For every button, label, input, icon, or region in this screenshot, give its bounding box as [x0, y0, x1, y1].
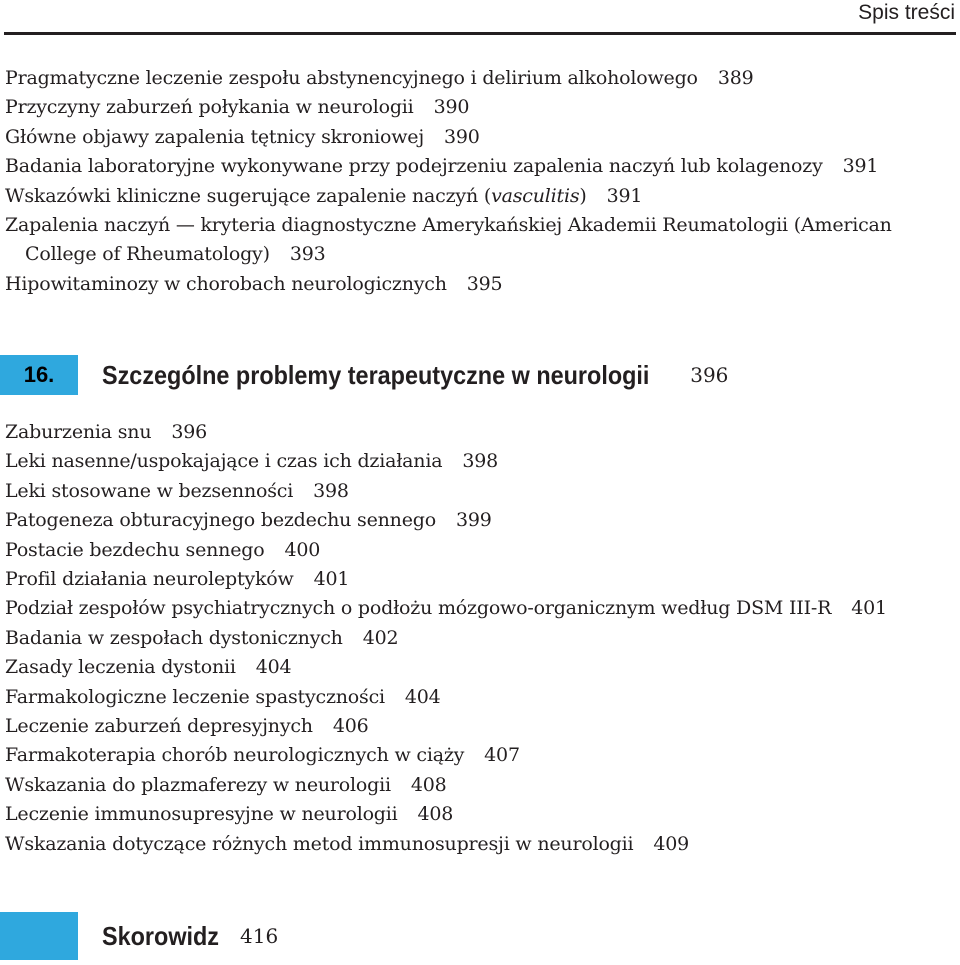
toc-entry-text: Farmakologiczne leczenie spastyczności	[5, 685, 385, 708]
index-badge	[0, 912, 78, 960]
toc-entry-page: 406	[332, 715, 369, 738]
toc-entry[interactable]	[5, 93, 945, 122]
toc-entry-page: 393	[289, 243, 326, 266]
toc-entry-text: )	[579, 184, 587, 207]
page-header-title: Spis treści	[858, 1, 955, 24]
index-heading[interactable]	[0, 912, 278, 960]
index-title: Skorowidz	[102, 920, 220, 951]
toc-entry[interactable]	[5, 741, 887, 770]
toc-entry-text: Leki nasenne/uspokajające i czas ich działania	[5, 450, 443, 473]
toc-entry[interactable]	[5, 771, 887, 800]
toc-entry-page: 408	[410, 773, 447, 796]
toc-entry[interactable]	[5, 565, 887, 594]
toc-entry[interactable]	[5, 418, 887, 447]
index-page: 416	[240, 924, 279, 948]
toc-entry-page: 389	[717, 67, 754, 89]
toc-entry[interactable]	[5, 536, 887, 565]
toc-entry-page: 390	[433, 96, 470, 119]
toc-entry[interactable]	[5, 477, 887, 506]
chapter-title: Szczególne problemy terapeutyczne w neurologii	[102, 359, 650, 390]
toc-entry[interactable]	[5, 211, 945, 270]
toc-entry-page: 401	[313, 568, 350, 591]
toc-entry[interactable]	[5, 594, 887, 623]
toc-entry-page: 402	[362, 626, 399, 649]
toc-entry-page: 396	[171, 421, 208, 443]
toc-entry-text: Patogeneza obturacyjnego bezdechu sennego	[5, 509, 436, 532]
toc-entry-page: 399	[455, 509, 492, 532]
toc-entry-text-italic: vasculitis	[491, 184, 580, 207]
toc-entry-page: 407	[484, 744, 520, 767]
toc-entries-top	[5, 64, 945, 299]
toc-entry[interactable]	[5, 800, 887, 829]
toc-entry-text: Zapalenia naczyń — kryteria diagnostyczne Amerykańskiej Akademii Reumatologii (American College of Rheumatology)	[5, 214, 892, 266]
toc-entry-text: Główne objawy zapalenia tętnicy skroniowej	[5, 125, 425, 148]
toc-entry-text: Hipowitaminozy w chorobach neurologicznych	[5, 272, 447, 295]
toc-entry[interactable]	[5, 447, 887, 476]
toc-entry[interactable]	[5, 506, 887, 535]
toc-entry-page: 398	[462, 450, 499, 473]
toc-entry[interactable]	[5, 683, 887, 712]
toc-entry-text: Podział zespołów psychiatrycznych o podłożu mózgowo-organicznym według DSM III-R	[5, 597, 832, 620]
toc-entry[interactable]	[5, 64, 945, 93]
toc-entry-page: 398	[313, 479, 349, 502]
toc-entry[interactable]	[5, 653, 887, 682]
toc-entry[interactable]	[5, 712, 887, 741]
toc-entry-page: 401	[851, 597, 887, 620]
toc-entries-chapter16	[5, 418, 887, 859]
toc-entry-page: 408	[417, 803, 454, 826]
toc-entry-text: Przyczyny zaburzeń połykania w neurologii	[5, 96, 414, 119]
toc-entry[interactable]	[5, 182, 945, 211]
toc-entry-page: 409	[653, 832, 690, 855]
toc-entry-page: 391	[842, 155, 879, 178]
chapter-number-badge: 16.	[0, 355, 78, 395]
toc-entry-text: Wskazówki kliniczne sugerujące zapalenie naczyń (	[5, 184, 492, 207]
toc-entry-text: Profil działania neuroleptyków	[5, 568, 294, 591]
chapter-heading[interactable]	[0, 355, 728, 395]
toc-entry[interactable]	[5, 624, 887, 653]
toc-entry-text: Postacie bezdechu sennego	[5, 538, 265, 561]
toc-entry-text: Badania w zespołach dystonicznych	[5, 626, 343, 649]
toc-entry-page: 395	[466, 272, 503, 295]
toc-entry[interactable]	[5, 152, 945, 181]
toc-entry-text: Leki stosowane w bezsenności	[5, 479, 294, 502]
chapter-page: 396	[690, 363, 729, 387]
toc-entry-page: 391	[606, 184, 643, 207]
toc-entry-text: Wskazania dotyczące różnych metod immunosupresji w neurologii	[5, 832, 634, 855]
toc-entry[interactable]	[5, 830, 887, 859]
toc-entry-text: Leczenie zaburzeń depresyjnych	[5, 715, 313, 738]
toc-entry-page: 404	[255, 656, 292, 679]
toc-entry-text: Leczenie immunosupresyjne w neurologii	[5, 803, 398, 826]
toc-entry[interactable]	[5, 270, 945, 299]
header-rule	[4, 32, 956, 35]
toc-entry-page: 404	[404, 685, 441, 708]
toc-entry-text: Badania laboratoryjne wykonywane przy podejrzeniu zapalenia naczyń lub kolagenozy	[5, 155, 823, 178]
toc-entry-text: Farmakoterapia chorób neurologicznych w ciąży	[5, 744, 465, 767]
toc-entry-text: Pragmatyczne leczenie zespołu abstynencyjnego i delirium alkoholowego	[5, 67, 698, 89]
toc-entry-page: 390	[444, 125, 480, 148]
toc-entry-page: 400	[284, 538, 321, 561]
toc-entry-text: Zaburzenia snu	[5, 421, 152, 443]
toc-entry-text: Zasady leczenia dystonii	[5, 656, 236, 679]
toc-entry-text: Wskazania do plazmaferezy w neurologii	[5, 773, 391, 796]
toc-entry[interactable]	[5, 123, 945, 152]
